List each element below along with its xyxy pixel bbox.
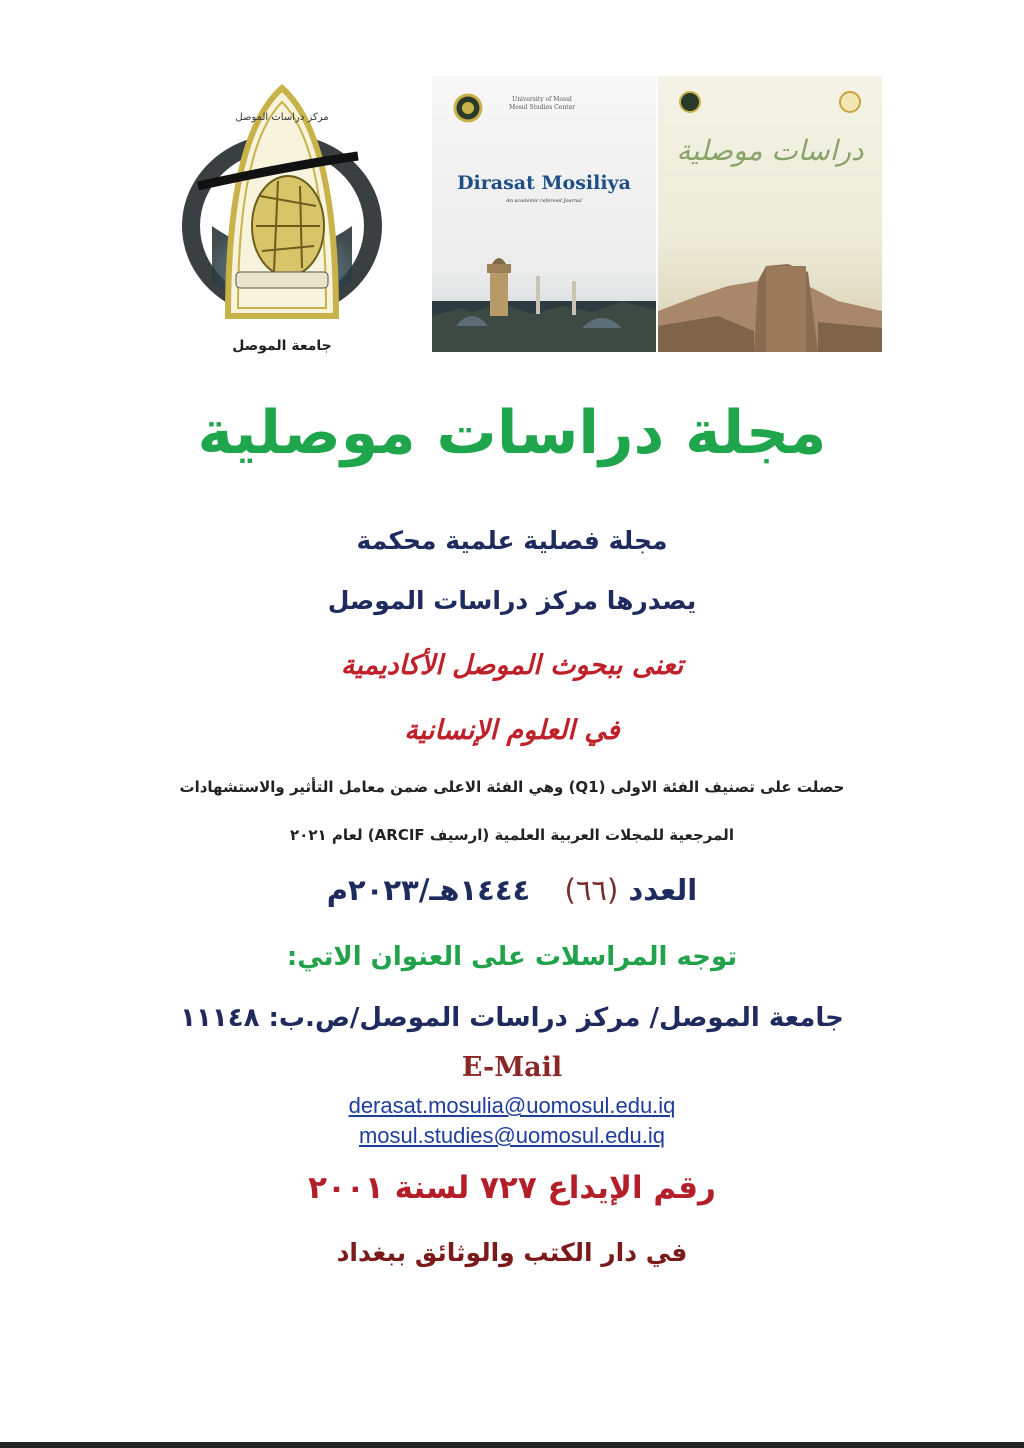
cover-en-subtitle: An academic refereed Journal	[506, 198, 582, 204]
journal-subtitle-quarterly: مجلة فصلية علمية محكمة	[356, 526, 668, 555]
cover-en-university: University of Mosul	[512, 96, 572, 103]
issue-label: العدد	[628, 873, 698, 907]
mosul-studies-center-logo	[178, 76, 386, 366]
cover-en-title: Dirasat Mosiliya	[457, 172, 631, 194]
correspondence-heading: توجه المراسلات على العنوان الاتي:	[286, 942, 738, 972]
issue-number: (٦٦)	[564, 873, 619, 907]
journal-cover-arabic	[658, 76, 882, 352]
deposit-number: رقم الإيداع ٧٢٧ لسنة ٢٠٠١	[308, 1170, 716, 1206]
mosul-studies-center-logo-icon	[178, 76, 386, 366]
issue-line	[0, 873, 1024, 907]
postal-address: جامعة الموصل/ مركز دراسات الموصل/ص.ب: ١١١٤٨	[180, 1003, 844, 1033]
national-library-line: في دار الكتب والوثائق ببغداد	[336, 1238, 688, 1267]
journal-cover-english-icon	[432, 76, 656, 352]
logo-text-top: مركز دراسات الموصل	[235, 112, 329, 123]
email-heading: E-Mail	[461, 1052, 563, 1083]
ranking-line1: حصلت على تصنيف الفئة الاولى (Q1) وهي الفئة الاعلى ضمن معامل التأثير والاستشهادات	[179, 778, 845, 796]
cover-ar-title: دراسات موصلية	[676, 134, 864, 167]
issue-date: ١٤٤٤هـ/٢٠٢٣م	[326, 873, 531, 907]
journal-title: مجلة دراسات موصلية	[197, 398, 827, 468]
journal-cover-arabic-icon	[658, 76, 882, 352]
journal-cover-english	[432, 76, 656, 352]
email-link-2[interactable]: mosul.studies@uomosul.edu.iq	[358, 1123, 666, 1148]
journal-publisher: يصدرها مركز دراسات الموصل	[327, 586, 697, 615]
logo-text-bottom: جامعة الموصل	[232, 338, 332, 354]
cover-en-center: Mosul Studies Center	[508, 104, 576, 111]
page-bottom-border	[0, 1442, 1024, 1448]
ranking-line2: المرجعية للمجلات العربية العلمية (ارسيف ARCIF) لعام ٢٠٢١	[290, 826, 734, 844]
journal-focus-line1: تعنى ببحوث الموصل الأكاديمية	[340, 650, 684, 681]
journal-focus-line2: في العلوم الإنسانية	[404, 715, 620, 746]
email-link-1[interactable]: derasat.mosulia@uomosul.edu.iq	[348, 1093, 676, 1118]
